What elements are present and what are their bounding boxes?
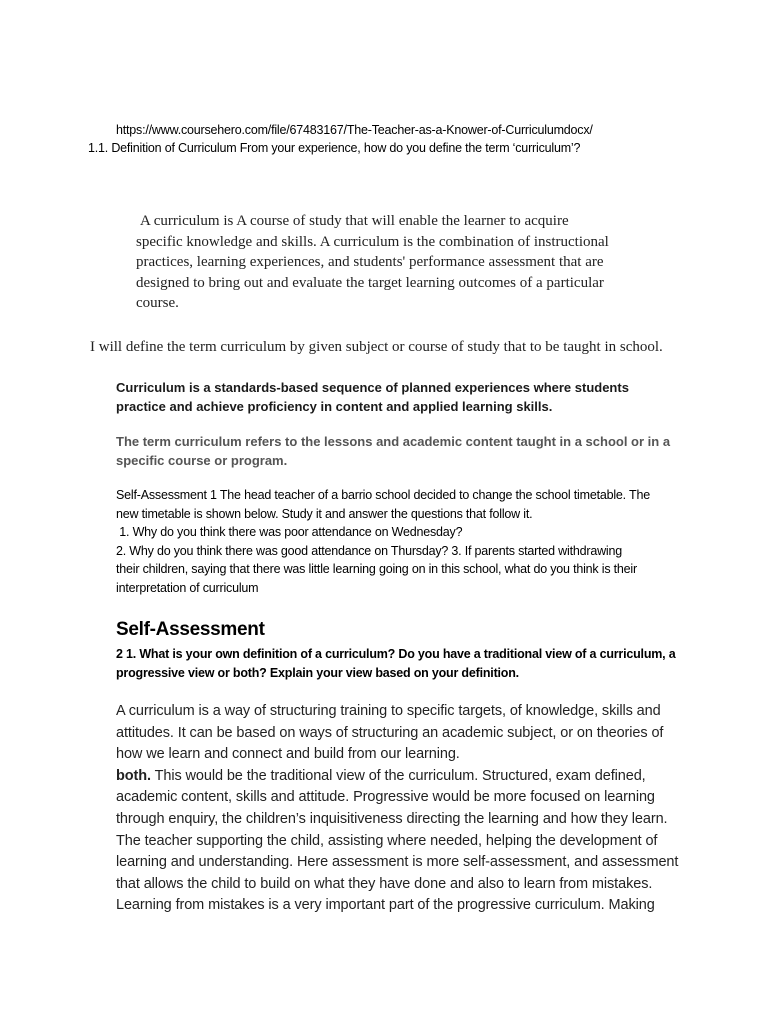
definition-line: designed to bring out and evaluate the target learning outcomes of a particular	[136, 274, 604, 291]
definition-paragraph	[136, 211, 609, 314]
answer-line	[116, 766, 678, 788]
bold-definition-line: Curriculum is a standards-based sequence of planned experiences where students	[116, 380, 629, 395]
bold-definition-line: specific course or program.	[116, 453, 288, 468]
source-url: https://www.coursehero.com/file/67483167/The-Teacher-as-a-Knower-of-Curriculumdocx/	[116, 123, 593, 137]
answer-line: academic content, skills and attitude. Progressive would be more focused on learning	[116, 789, 655, 806]
self-assessment-1	[116, 486, 650, 597]
bold-definition-1	[116, 378, 629, 416]
question-1-1: 1.1. Definition of Curriculum From your experience, how do you define the term ‘curriculum’?	[88, 141, 581, 155]
question-line: progressive view or both? Explain your view based on your definition.	[116, 666, 519, 680]
answer-line-text: This would be the traditional view of the curriculum. Structured, exam defined,	[150, 767, 646, 784]
self-assessment-line: 1. Why do you think there was poor attendance on Wednesday?	[116, 525, 463, 539]
answer-line: The teacher supporting the child, assisting where needed, helping the development of	[116, 832, 658, 849]
own-definition: I will define the term curriculum by given subject or course of study that to be taught in school.	[90, 339, 663, 355]
answer-both-label: both.	[116, 767, 151, 784]
question-2-1	[116, 645, 675, 683]
answer-line: through enquiry, the children’s inquisitiveness directing the learning and how they learn.	[116, 810, 668, 827]
definition-line: course.	[136, 295, 179, 311]
definition-line: A curriculum is A course of study that will enable the learner to acquire	[140, 213, 569, 229]
answer-line: Learning from mistakes is a very important part of the progressive curriculum. Making	[116, 897, 655, 914]
answer-line: learning and understanding. Here assessment is more self-assessment, and assessment	[116, 854, 679, 871]
bold-definition-2	[116, 432, 670, 470]
self-assessment-line: 2. Why do you think there was good attendance on Thursday? 3. If parents started withdrawing	[116, 543, 622, 558]
self-assessment-line: new timetable is shown below. Study it and answer the questions that follow it.	[116, 506, 533, 521]
bold-definition-line: The term curriculum refers to the lessons and academic content taught in a school or in a	[116, 434, 671, 449]
question-line: 2 1. What is your own definition of a curriculum? Do you have a traditional view of a curriculum, a	[116, 647, 676, 661]
definition-line: specific knowledge and skills. A curriculum is the combination of instructional	[136, 233, 609, 250]
definition-line: practices, learning experiences, and students' performance assessment that are	[136, 254, 604, 270]
answer-line: how we learn and connect and build from our learning.	[116, 746, 460, 763]
self-assessment-line: interpretation of curriculum	[116, 580, 259, 595]
self-assessment-heading: Self-Assessment	[116, 619, 265, 640]
answer-body	[116, 701, 678, 917]
answer-line: A curriculum is a way of structuring training to specific targets, of knowledge, skills and	[116, 703, 661, 719]
bold-definition-line: practice and achieve proficiency in content and applied learning skills.	[116, 399, 553, 414]
answer-line: that allows the child to build on what they have done and also to learn from mistakes.	[116, 875, 653, 892]
self-assessment-line: Self-Assessment 1 The head teacher of a barrio school decided to change the school timetable. The	[116, 488, 650, 502]
self-assessment-line: their children, saying that there was little learning going on in this school, what do you think is their	[116, 562, 637, 576]
answer-line: attitudes. It can be based on ways of structuring an academic subject, or on theories of	[116, 724, 664, 741]
